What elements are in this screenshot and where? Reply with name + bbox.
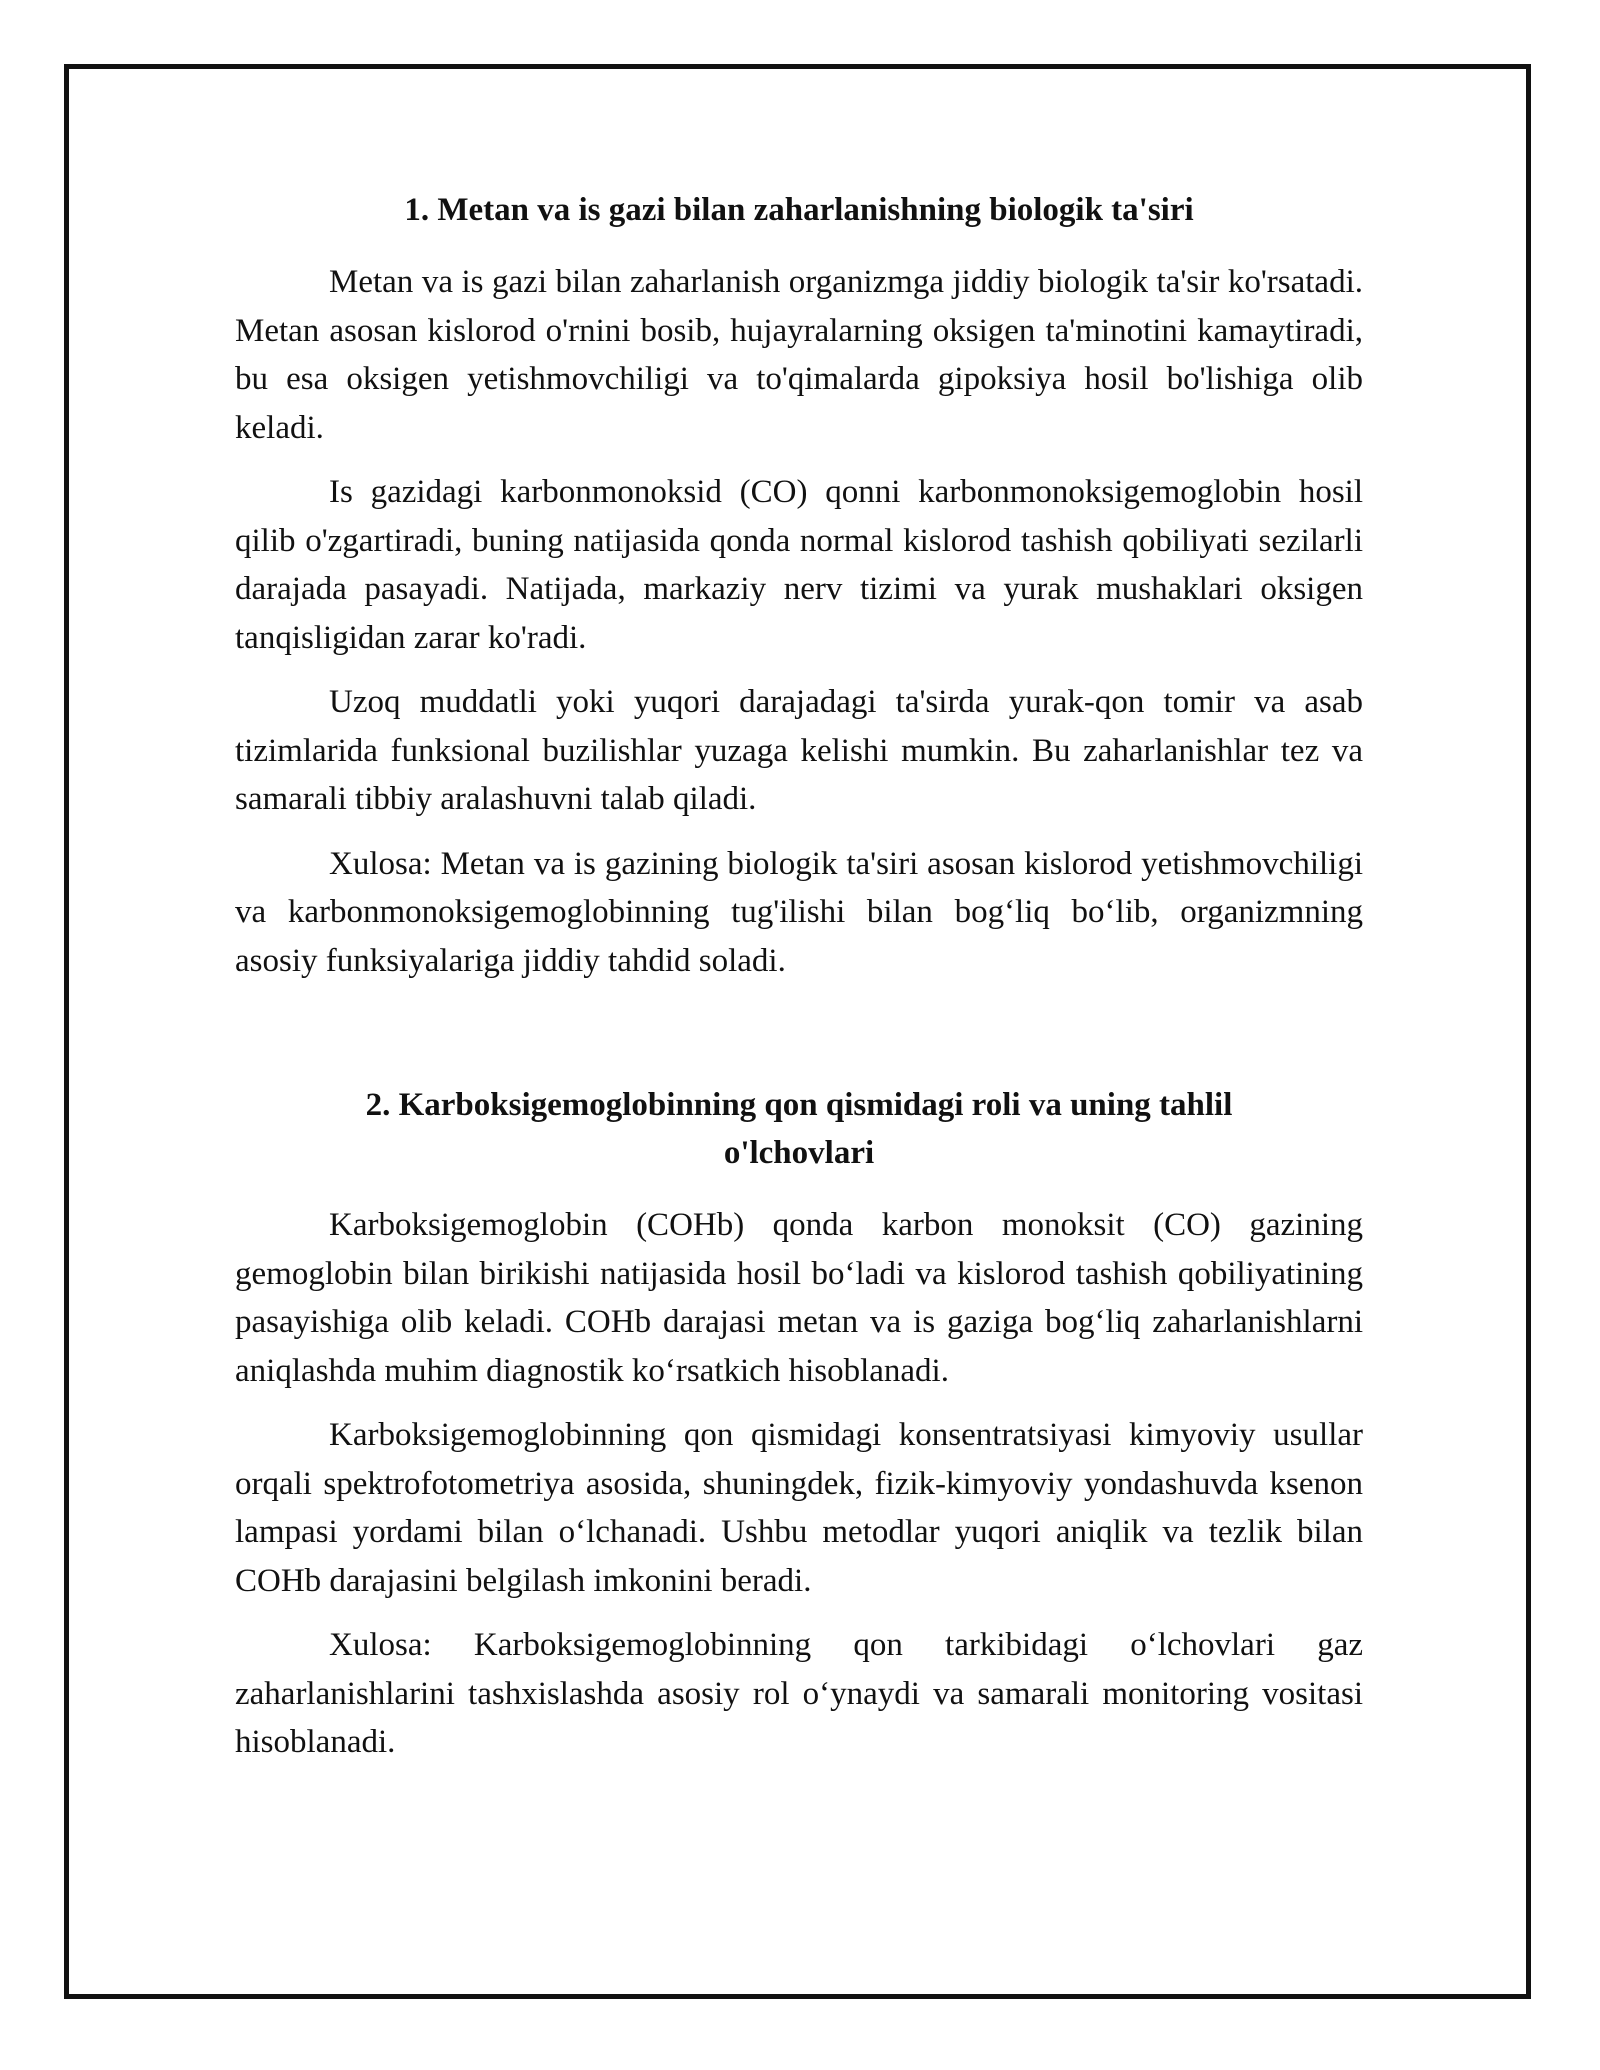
section-2-paragraph-2: Karboksigemoglobinning qon qismidagi konsentratsiyasi kimyoviy usullar orqali spektrofotometriya asosida, shuningdek, fizik-kimyoviy yondashuvda ksenon lampasi yordami bilan o‘lchanadi. Ushbu metodlar yuqori aniqlik va tezlik bilan COHb darajasini belgilash imkonini beradi. (235, 1417, 1363, 1599)
section-1-title: 1. Metan va is gazi bilan zaharlanishning biologik ta'siri (404, 192, 1194, 228)
section-2-title: 2. Karboksigemoglobinning qon qismidagi roli va uning tahlil o'lchovlari (365, 1087, 1233, 1171)
section-1-paragraph-1: Metan va is gazi bilan zaharlanish organizmga jiddiy biologik ta'sir ko'rsatadi. Metan asosan kislorod o'rnini bosib, hujayralarning oksigen ta'minotini kamaytiradi, bu esa oksigen yetishmovchiligi va to'qimalarda gipoksiya hosil bo'lishiga olib keladi. (235, 264, 1363, 446)
section-2-paragraph-1: Karboksigemoglobin (COHb) qonda karbon monoksit (CO) gazining gemoglobin bilan birikishi natijasida hosil bo‘ladi va kislorod tashish qobiliyatining pasayishiga olib keladi. COHb darajasi metan va is gaziga bog‘liq zaharlanishlarni aniqlashda muhim diagnostik ko‘rsatkich hisoblanadi. (235, 1207, 1363, 1389)
section-1-conclusion: Xulosa: Metan va is gazining biologik ta'siri asosan kislorod yetishmovchiligi va karbonmonoksigemoglobinning tug'ilishi bilan bog‘liq bo‘lib, organizmning asosiy funksiyalariga jiddiy tahdid soladi. (235, 845, 1363, 979)
document-body (235, 186, 1363, 1783)
section-1-paragraph-3: Uzoq muddatli yoki yuqori darajadagi ta'sirda yurak-qon tomir va asab tizimlarida funksional buzilishlar yuzaga kelishi mumkin. Bu zaharlanishlar tez va samarali tibbiy aralashuvni talab qiladi. (235, 684, 1363, 817)
section-2-conclusion: Xulosa: Karboksigemoglobinning qon tarkibidagi o‘lchovlari gaz zaharlanishlarini tashxislashda asosiy rol o‘ynaydi va samarali monitoring vositasi hisoblanadi. (235, 1627, 1363, 1760)
section-1-paragraph-2: Is gazidagi karbonmonoksid (CO) qonni karbonmonoksigemoglobin hosil qilib o'zgartiradi, buning natijasida qonda normal kislorod tashish qobiliyati sezilarli darajada pasayadi. Natijada, markaziy nerv tizimi va yurak mushaklari oksigen tanqisligidan zarar ko'radi. (235, 474, 1363, 656)
